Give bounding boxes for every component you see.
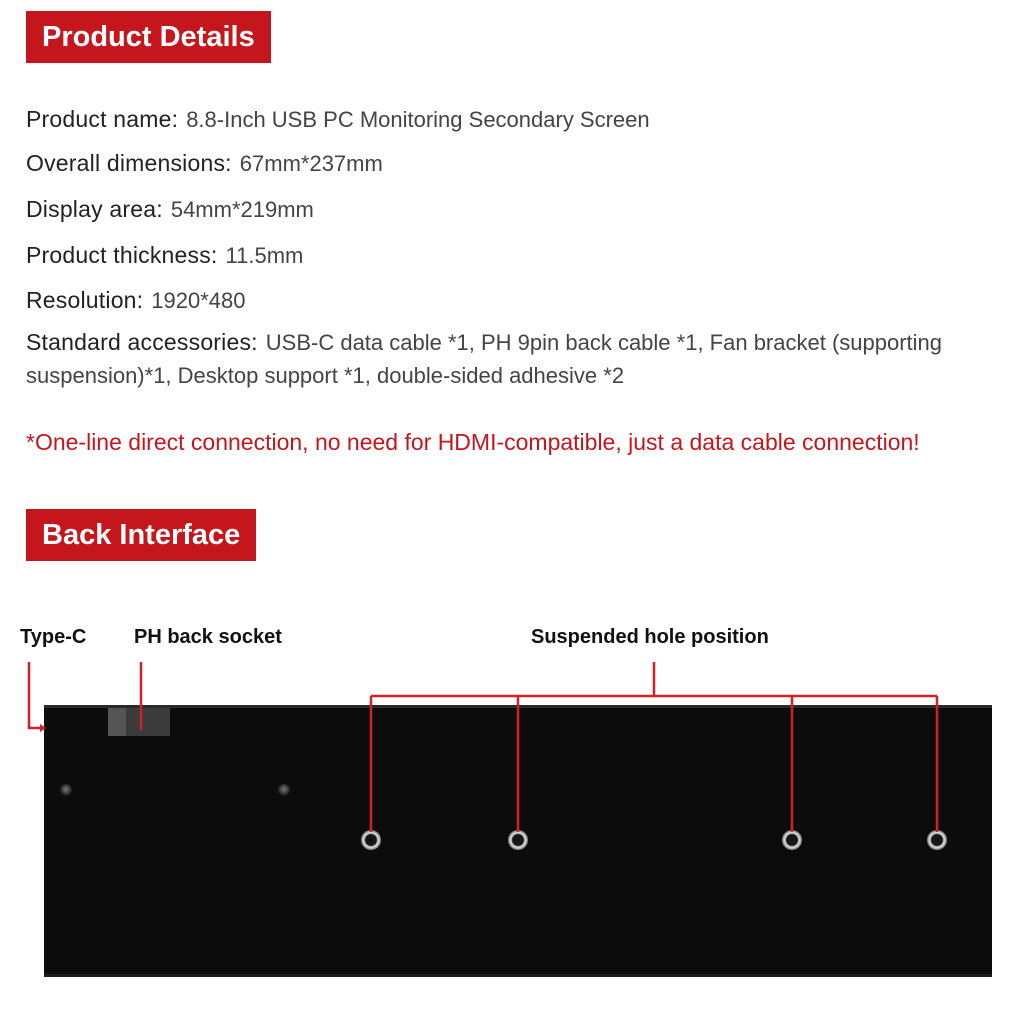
spec-value: 8.8-Inch USB PC Monitoring Secondary Screen: [186, 107, 650, 132]
spec-product-name: [26, 103, 1016, 136]
spec-label: Product thickness:: [26, 242, 218, 268]
suspension-hole-1: [361, 830, 381, 850]
spec-value: USB-C data cable *1, PH 9pin back cable *1, Fan bracket (supporting suspension)*1, Desktop support *1, double-sided adhesive *2: [26, 330, 943, 388]
spec-label: Display area:: [26, 196, 163, 222]
back-interface-heading: Back Interface: [26, 509, 256, 561]
suspension-hole-4: [927, 830, 947, 850]
suspension-hole-3: [782, 830, 802, 850]
spec-display-area: [26, 193, 1016, 226]
connection-note: *One-line direct connection, no need for HDMI-compatible, just a data cable connection!: [26, 429, 920, 455]
spec-value: 67mm*237mm: [239, 151, 383, 176]
spec-label: Overall dimensions:: [26, 150, 232, 176]
ph-socket-highlight: [108, 708, 126, 736]
spec-product-thickness: [26, 239, 1016, 272]
spec-label: Resolution:: [26, 287, 144, 313]
spec-value: 11.5mm: [225, 243, 304, 268]
screw-middle: [278, 784, 290, 796]
spec-standard-accessories: [26, 326, 1016, 392]
screw-left: [60, 784, 72, 796]
suspension-hole-2: [508, 830, 528, 850]
ph-back-socket-label: PH back socket: [134, 626, 282, 648]
spec-resolution: [26, 284, 1016, 317]
type-c-callout-line: [29, 662, 40, 728]
panel-bottom-edge: [44, 974, 992, 977]
product-details-heading: Product Details: [26, 11, 271, 63]
spec-value: 54mm*219mm: [170, 197, 314, 222]
spec-label: Product name:: [26, 106, 179, 132]
spec-value: 1920*480: [151, 288, 246, 313]
spec-label: Standard accessories:: [26, 329, 258, 355]
type-c-label: Type-C: [20, 626, 87, 648]
suspended-hole-label: Suspended hole position: [531, 626, 769, 648]
back-panel-diagram: [0, 600, 1020, 1000]
spec-overall-dimensions: [26, 147, 1016, 180]
